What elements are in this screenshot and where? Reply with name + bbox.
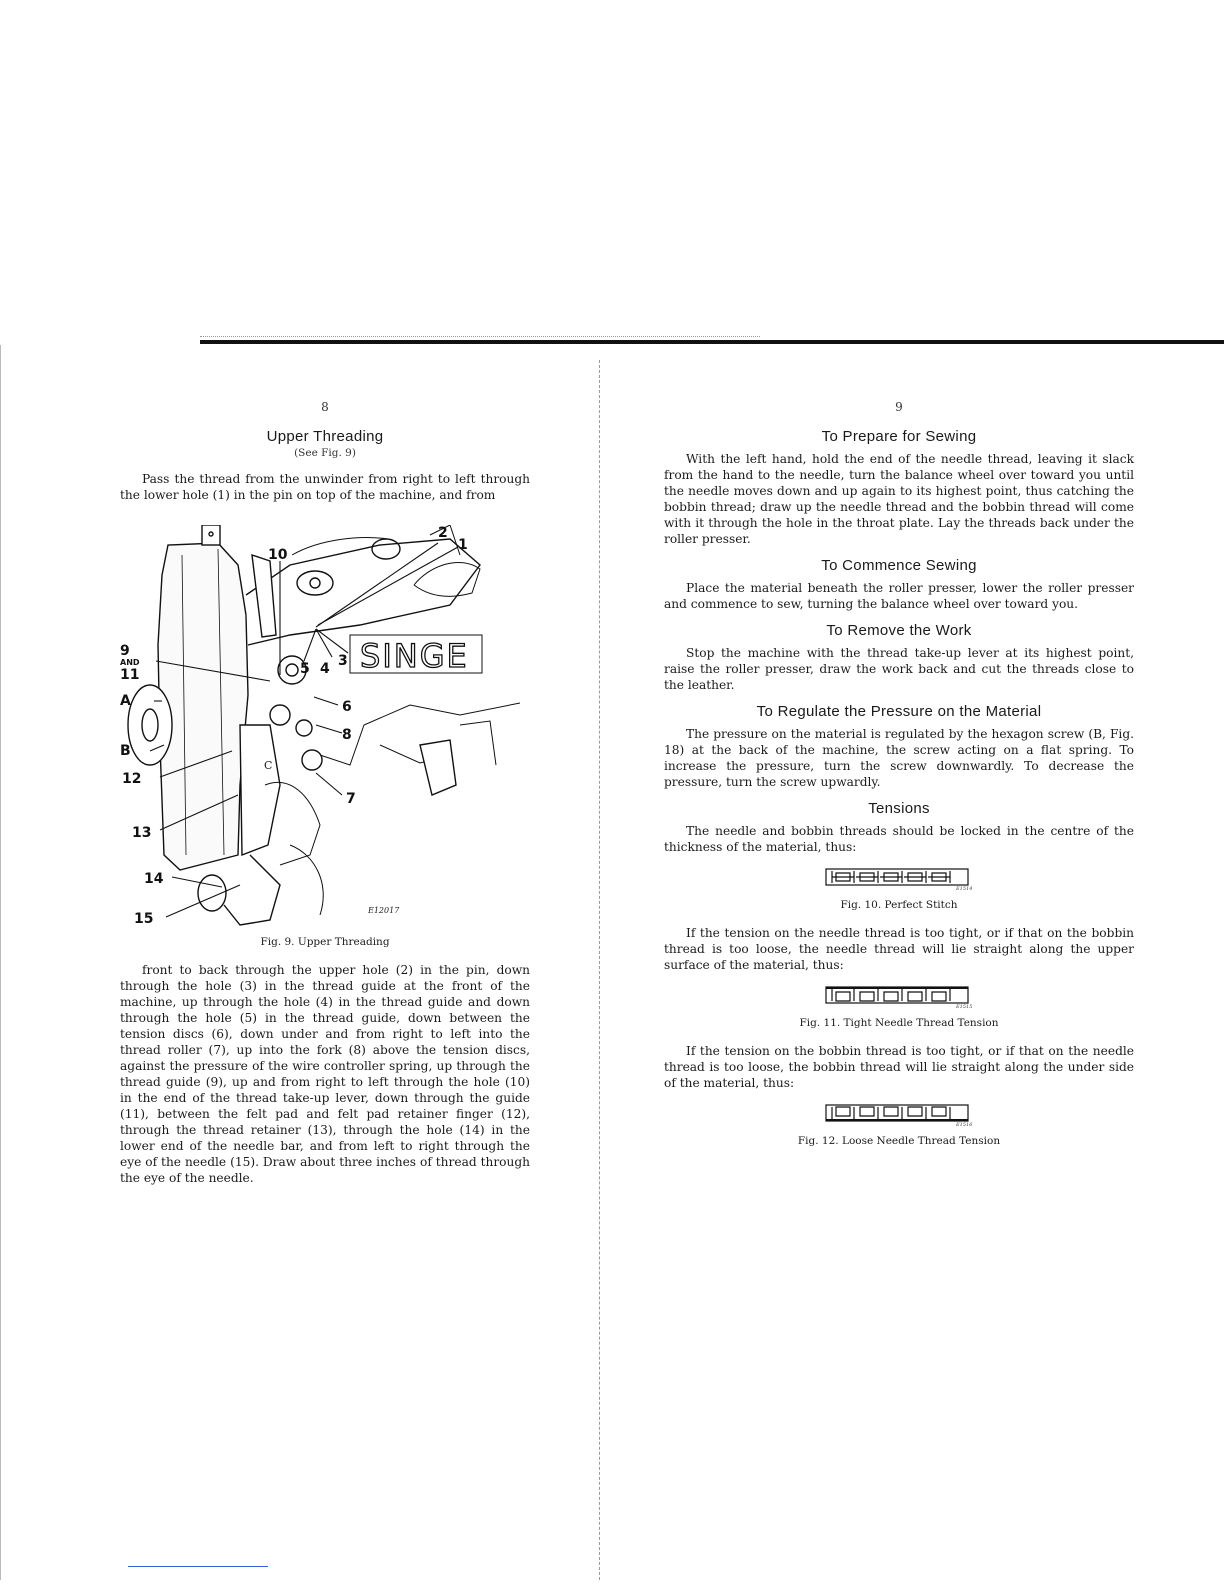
- right-page: [664, 400, 1134, 1161]
- page-edge: [0, 345, 1, 1580]
- figure-caption: Fig. 9. Upper Threading: [260, 936, 390, 948]
- sewing-machine-illustration: [120, 525, 530, 930]
- paragraph: If the tension on the bobbin thread is too tight, or if that on the needle thread is too loose, the bobbin thread will lie straight along the under side of the material, thus:: [664, 1044, 1134, 1090]
- section-heading: Upper Threading: [266, 428, 384, 445]
- callout-b: B: [120, 743, 131, 759]
- perfect-stitch-drawing: [824, 865, 974, 891]
- callout-1: 1: [458, 537, 468, 553]
- page-number: 9: [895, 400, 903, 414]
- stitch-mark: E1515: [956, 1004, 973, 1009]
- paragraph: Pass the thread from the unwinder from right to left through the lower hole (1) in the pin on top of the machine, and from: [120, 472, 530, 502]
- left-page: [120, 400, 530, 1186]
- callout-c: C: [264, 759, 273, 772]
- callout-3: 3: [338, 653, 348, 669]
- paragraph: If the tension on the needle thread is too tight, or if that on the bobbin thread is too loose, the needle thread will lie straight along the upper surface of the material, thus:: [664, 926, 1134, 972]
- section-heading: To Regulate the Pressure on the Material: [756, 703, 1042, 720]
- bottom-link-line: [128, 1566, 268, 1567]
- loose-stitch-drawing: [824, 1101, 974, 1127]
- callout-9: 9: [120, 643, 130, 659]
- top-rule: [200, 340, 1224, 344]
- figure-caption: Fig. 11. Tight Needle Thread Tension: [799, 1017, 999, 1029]
- paragraph: front to back through the upper hole (2) in the pin, down through the hole (3) in the thread guide at the front of the machine, up through the hole (4) in the thread guide and down through the hole (5) in the thread guide, down between the tension discs (6), down under and from right to left into the thread roller (7), up into the fork (8) above the tension discs, against the pressure of the wire controller spring, up through the thread guide (9), up and from right to left through the hole (10) in the end of the thread take-up lever, down through the guide (11), between the felt pad and felt pad retainer finger (12), through the thread retainer (13), through the hole (14) in the lower end of the needle bar, and from left to right through the eye of the needle (15). Draw about three inches of thread through the eye of the needle.: [120, 963, 530, 1185]
- brand-lettering: SINGE: [360, 637, 469, 675]
- stitch-diagram-tight: [664, 983, 1134, 1013]
- paragraph: Place the material beneath the roller presser, lower the roller presser and commence to sew, turning the balance wheel over toward you.: [664, 581, 1134, 611]
- paragraph: The pressure on the material is regulated by the hexagon screw (B, Fig. 18) at the back of the machine, the screw acting on a flat spring. To increase the pressure, turn the screw downwardly. To decrease the pressure, turn the screw upwardly.: [664, 727, 1134, 789]
- callout-6: 6: [342, 699, 352, 715]
- callout-8: 8: [342, 727, 352, 743]
- stitch-mark: E1516: [956, 1122, 973, 1127]
- callout-14: 14: [144, 871, 164, 887]
- callout-4: 4: [320, 661, 330, 677]
- callout-7: 7: [346, 791, 356, 807]
- page-gutter: [599, 360, 600, 1580]
- figure-caption: Fig. 10. Perfect Stitch: [840, 899, 958, 911]
- paragraph: Stop the machine with the thread take-up lever at its highest point, raise the roller presser, draw the work back and cut the threads close to the leather.: [664, 646, 1134, 692]
- callout-11: 11: [120, 667, 140, 683]
- callout-12: 12: [122, 771, 142, 787]
- plate-mark: E12017: [368, 906, 400, 915]
- paragraph: With the left hand, hold the end of the needle thread, leaving it slack from the hand to the needle, turn the balance wheel over toward you until the needle moves down and up again to its highest point, thus catching the bobbin thread; draw up the needle thread and the bobbin thread will come with it through the hole in the throat plate. Lay the threads back under the roller presser.: [664, 452, 1134, 546]
- stitch-diagram-perfect: [664, 865, 1134, 895]
- figure-caption: Fig. 12. Loose Needle Thread Tension: [797, 1135, 1001, 1147]
- section-heading: Tensions: [868, 800, 930, 817]
- section-heading: To Commence Sewing: [821, 557, 977, 574]
- callout-2: 2: [438, 525, 448, 541]
- paragraph: The needle and bobbin threads should be locked in the centre of the thickness of the material, thus:: [664, 824, 1134, 854]
- section-heading: To Remove the Work: [826, 622, 972, 639]
- machine-drawing: [120, 525, 530, 930]
- callout-and: AND: [120, 658, 140, 667]
- figure-reference: (See Fig. 9): [294, 447, 356, 459]
- stitch-mark: E1514: [956, 886, 973, 891]
- stitch-diagram-loose: [664, 1101, 1134, 1131]
- tight-stitch-drawing: [824, 983, 974, 1009]
- callout-15: 15: [134, 911, 154, 927]
- callout-13: 13: [132, 825, 152, 841]
- callout-5: 5: [300, 661, 310, 677]
- top-rule-faint: [200, 336, 760, 338]
- section-heading: To Prepare for Sewing: [821, 428, 977, 445]
- page-number: 8: [321, 400, 329, 414]
- callout-a: A: [120, 693, 131, 709]
- callout-10: 10: [268, 547, 288, 563]
